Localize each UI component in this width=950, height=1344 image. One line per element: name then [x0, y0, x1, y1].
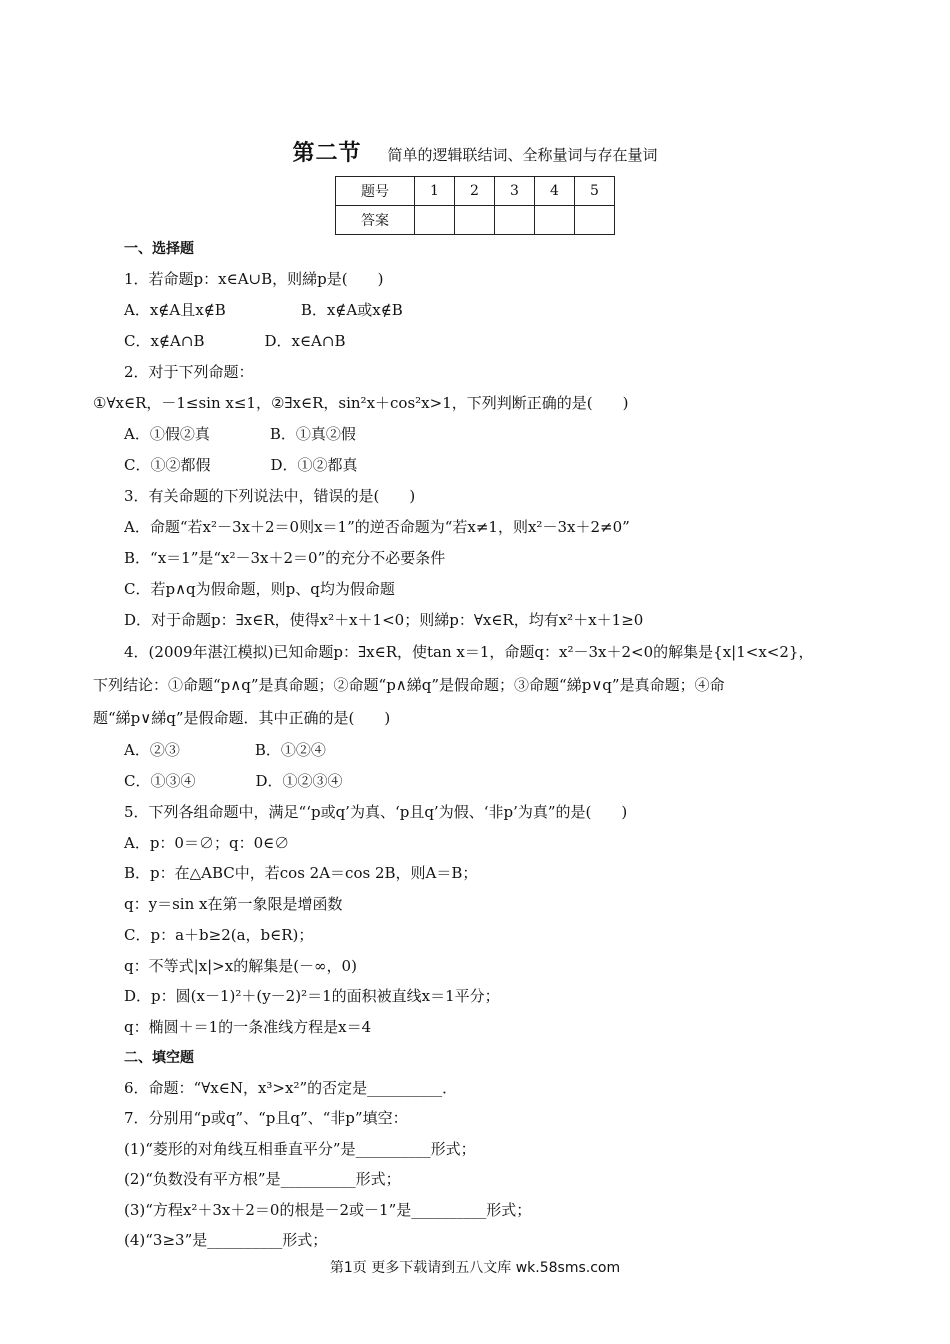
- question-7-item-4: (4)“3≥3”是__________形式；: [124, 1231, 328, 1249]
- question-2-line: ①∀x∈R，－1≤sin x≤1，②∃x∈R，sin²x＋cos²x>1，下列判断正确的是( ): [93, 394, 629, 412]
- question-number-3: 3: [495, 177, 535, 206]
- question-4-line-3: 题“綈p∨綈q”是假命题．其中正确的是( ): [93, 709, 391, 727]
- answer-cell-4: [535, 206, 575, 235]
- question-1-options-cd: C．x∉A∩B D．x∈A∩B: [124, 332, 346, 350]
- page-footer: 第1页 更多下载请到五八文库 wk.58sms.com: [329, 1260, 621, 1276]
- section-number: 第二节: [292, 141, 362, 166]
- answer-cell-5: [575, 206, 615, 235]
- section-heading-choice: 一、选择题: [124, 241, 194, 257]
- answer-row: [336, 206, 615, 235]
- question-4-line-1: 4．(2009年湛江模拟)已知命题p：∃x∈R，使tan x＝1，命题q：x²－3x＋2<0的解集是{x|1<x<2}，: [124, 643, 814, 661]
- question-number-row: [336, 177, 615, 206]
- question-5-option-c: C．p：a＋b≥2(a，b∈R)；: [124, 926, 314, 944]
- question-3-option-a: A．命题“若x²－3x＋2＝0则x＝1”的逆否命题为“若x≠1，则x²－3x＋2≠0”: [124, 518, 630, 536]
- question-3-option-d: D．对于命题p：∃x∈R，使得x²＋x＋1<0；则綈p：∀x∈R，均有x²＋x＋1≥0: [124, 611, 644, 629]
- question-1-stem: 1．若命题p：x∈A∪B，则綈p是( ): [124, 270, 384, 288]
- question-7-item-2: (2)“负数没有平方根”是__________形式；: [124, 1170, 401, 1188]
- question-4-options-ab: A．②③ B．①②④: [124, 741, 326, 759]
- question-7-stem: 7．分别用“p或q”、“p且q”、“非p”填空：: [124, 1109, 408, 1127]
- question-number-5: 5: [575, 177, 615, 206]
- row-label-question: 题号: [336, 177, 415, 206]
- question-7-item-1: (1)“菱形的对角线互相垂直平分”是__________形式；: [124, 1140, 476, 1158]
- answer-cell-2: [455, 206, 495, 235]
- question-3-option-c: C．若p∧q为假命题，则p、q均为假命题: [124, 580, 395, 598]
- question-5-option-c-q: q：不等式|x|>x的解集是(－∞，0): [124, 957, 357, 975]
- answer-cell-1: [415, 206, 455, 235]
- question-1-options-ab: A．x∉A且x∉B B．x∉A或x∉B: [124, 301, 403, 319]
- question-5-option-b: B．p：在△ABC中，若cos 2A＝cos 2B，则A＝B；: [124, 864, 478, 882]
- question-2-options-cd: C．①②都假 D．①②都真: [124, 456, 358, 474]
- question-2-options-ab: A．①假②真 B．①真②假: [124, 425, 356, 443]
- question-4-line-2: 下列结论：①命题“p∧q”是真命题；②命题“p∧綈q”是假命题；③命题“綈p∨q”是真命题；④命: [93, 676, 725, 694]
- answer-table: [335, 176, 615, 235]
- page-title: [0, 136, 950, 167]
- question-3-stem: 3．有关命题的下列说法中，错误的是( ): [124, 487, 416, 505]
- question-number-4: 4: [535, 177, 575, 206]
- question-number-1: 1: [415, 177, 455, 206]
- question-4-options-cd: C．①③④ D．①②③④: [124, 772, 343, 790]
- question-6: 6．命题：“∀x∈N，x³>x²”的否定是__________．: [124, 1079, 458, 1097]
- question-5-option-d: D．p：圆(x－1)²＋(y－2)²＝1的面积被直线x＝1平分；: [124, 987, 500, 1005]
- question-5-stem: 5．下列各组命题中，满足“‘p或q’为真、‘p且q’为假、‘非p’为真”的是( ): [124, 803, 628, 821]
- question-5-option-d-q: q：椭圆＋＝1的一条准线方程是x＝4: [124, 1018, 372, 1036]
- row-label-answer: 答案: [336, 206, 415, 235]
- question-5-option-a: A．p：0＝∅；q：0∈∅: [124, 834, 290, 852]
- section-heading-fill: 二、填空题: [124, 1050, 194, 1066]
- question-number-2: 2: [455, 177, 495, 206]
- question-5-option-b-q: q：y＝sin x在第一象限是增函数: [124, 895, 343, 913]
- answer-cell-3: [495, 206, 535, 235]
- question-7-item-3: (3)“方程x²＋3x＋2＝0的根是－2或－1”是__________形式；: [124, 1201, 532, 1219]
- question-2-stem: 2．对于下列命题：: [124, 363, 254, 381]
- question-3-option-b: B．“x＝1”是“x²－3x＋2＝0”的充分不必要条件: [124, 549, 446, 567]
- section-subtitle: 简单的逻辑联结词、全称量词与存在量词: [387, 146, 658, 164]
